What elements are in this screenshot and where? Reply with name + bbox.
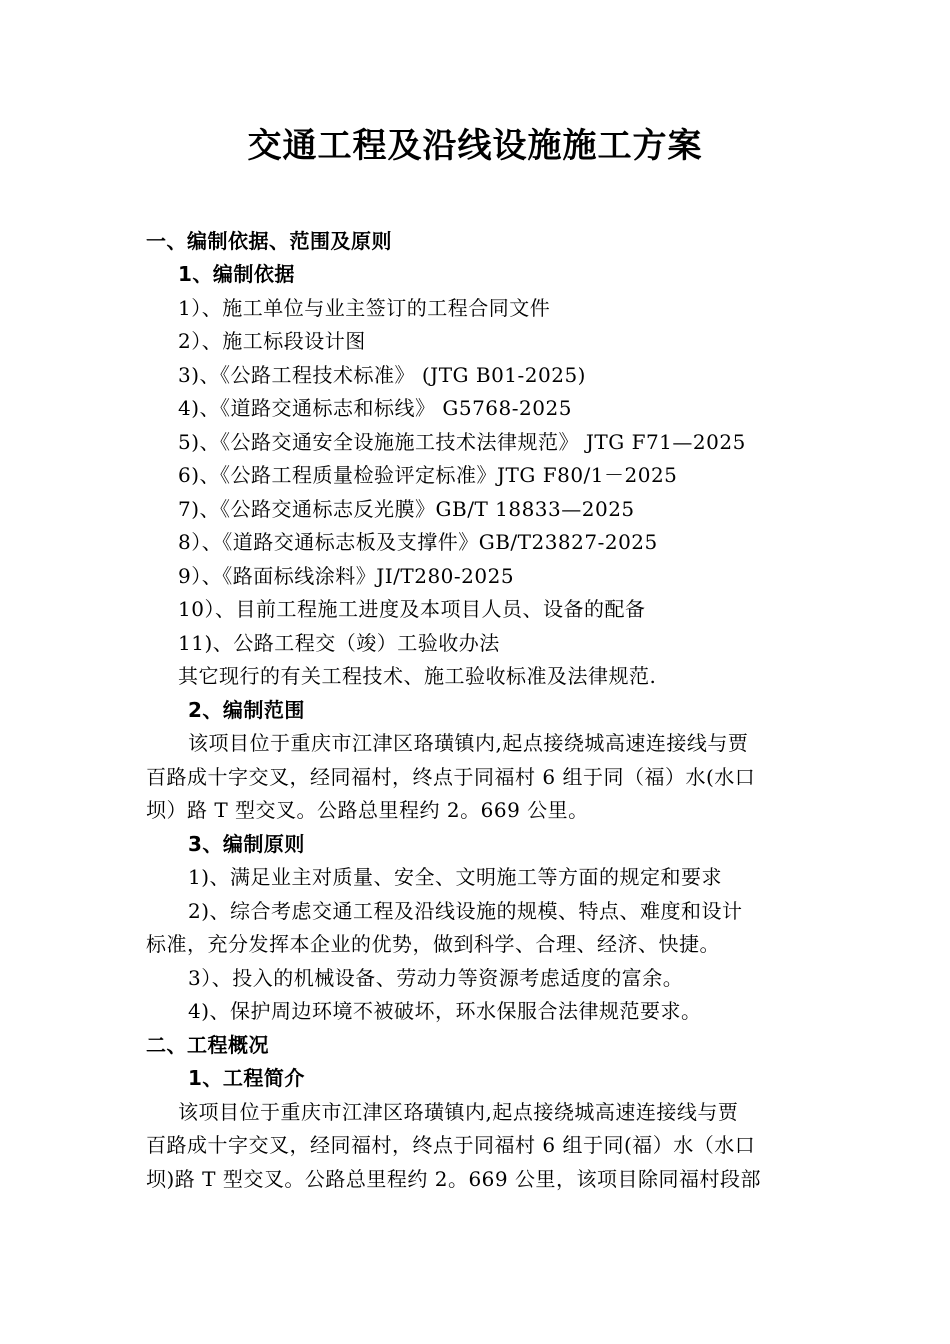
basis-item: 8）、《道路交通标志板及支撑件》GB/T23827-2025 [178, 530, 658, 554]
scope-heading: 2、编制范围 [188, 698, 305, 722]
basis-item: 10）、目前工程施工进度及本项目人员、设备的配备 [178, 597, 646, 621]
paragraph-line: 坝)路 T 型交叉。公路总里程约 2。669 公里，该项目除同福村段部 [146, 1167, 761, 1191]
principle-item: 4)、保护周边环境不被破坏，环水保服合法律规范要求。 [188, 999, 702, 1023]
principle-item: 标准，充分发挥本企业的优势，做到科学、合理、经济、快捷。 [146, 932, 720, 956]
principle-item: 1)、满足业主对质量、安全、文明施工等方面的规定和要求 [188, 865, 723, 889]
paragraph-line: 该项目位于重庆市江津区珞璜镇内,起点接绕城高速连接线与贾 [178, 1100, 739, 1124]
basis-item: 7)、《公路交通标志反光膜》GB/T 18833—2025 [178, 497, 635, 521]
intro-heading: 1、工程简介 [188, 1066, 305, 1090]
section2-heading: 二、工程概况 [146, 1033, 269, 1057]
principle-item: 3）、投入的机械设备、劳动力等资源考虑适度的富余。 [188, 966, 684, 990]
basis-item: 1）、施工单位与业主签订的工程合同文件 [178, 296, 551, 320]
basis-item: 11)、公路工程交（竣）工验收办法 [178, 631, 500, 655]
document-title: 交通工程及沿线设施施工方案 [247, 126, 703, 166]
basis-item: 2）、施工标段设计图 [178, 329, 366, 353]
principles-heading: 3、编制原则 [188, 832, 305, 856]
basis-item: 5)、《公路交通安全设施施工技术法律规范》 JTG F71—2025 [178, 430, 746, 454]
basis-item: 其它现行的有关工程技术、施工验收标准及法律规范. [178, 664, 657, 688]
paragraph-line: 该项目位于重庆市江津区珞璜镇内,起点接绕城高速连接线与贾 [188, 731, 749, 755]
paragraph-line: 百路成十字交叉，经同福村，终点于同福村 6 组于同(福）水（水口 [146, 1133, 756, 1157]
basis-heading: 1、编制依据 [178, 262, 295, 286]
basis-item: 6)、《公路工程质量检验评定标准》JTG F80/1－2025 [178, 463, 678, 487]
section1-heading: 一、编制依据、范围及原则 [146, 229, 392, 253]
basis-item: 4)、《道路交通标志和标线》 G5768-2025 [178, 396, 572, 420]
paragraph-line: 百路成十字交叉，经同福村，终点于同福村 6 组于同（福）水(水口 [146, 765, 756, 789]
basis-item: 3)、《公路工程技术标准》 (JTG B01-2025) [178, 363, 586, 387]
paragraph-line: 坝）路 T 型交叉。公路总里程约 2。669 公里。 [146, 798, 589, 822]
principle-item: 2)、综合考虑交通工程及沿线设施的规模、特点、难度和设计 [188, 899, 743, 923]
basis-item: 9）、《路面标线涂料》JI/T280-2025 [178, 564, 515, 588]
